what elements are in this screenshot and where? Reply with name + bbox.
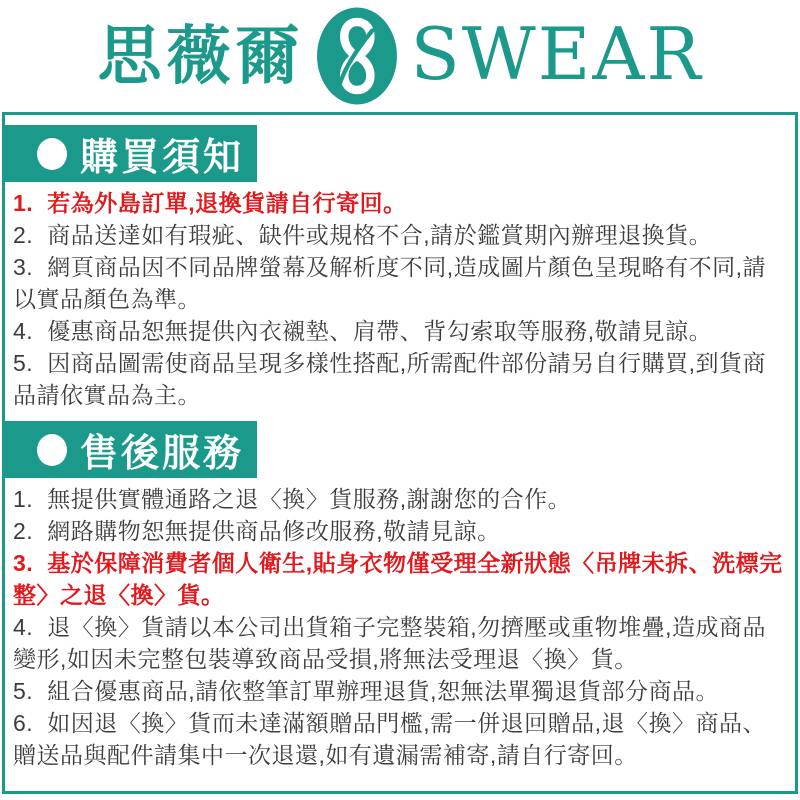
item-text: 無提供實體通路之退〈換〉貨服務,謝謝您的合作。 [47, 486, 572, 512]
item-number: 3. [13, 254, 34, 280]
after-sales-list [5, 483, 795, 779]
section-header-purchase-notice [5, 125, 257, 182]
list-item [13, 611, 787, 675]
item-number: 2. [13, 518, 34, 544]
list-item [13, 707, 787, 771]
circle-bullet-icon [37, 434, 67, 466]
item-text: 若為外島訂單,退換貨請自行寄回。 [47, 190, 407, 216]
item-number: 2. [13, 222, 34, 248]
item-number: 6. [13, 710, 34, 736]
section-title: 售後服務 [80, 433, 245, 475]
list-item [13, 219, 787, 251]
brand-name-en: SWEAR [410, 12, 703, 96]
brand-logo [0, 0, 800, 112]
section-header-after-sales [5, 421, 257, 478]
brand-name-zh: 思薇爾 [97, 20, 305, 92]
item-number: 5. [13, 350, 34, 376]
purchase-notice-list [5, 187, 795, 419]
list-item [13, 515, 787, 547]
item-number: 5. [13, 678, 34, 704]
item-number: 4. [13, 614, 34, 640]
item-text: 網路購物恕無提供商品修改服務,敬請見諒。 [47, 518, 501, 544]
item-text: 網頁商品因不同品牌螢幕及解析度不同,造成圖片顏色呈現略有不同,請以實品顏色為準。 [13, 254, 766, 312]
circle-bullet-icon [37, 138, 67, 170]
item-text: 因商品圖需使商品呈現多樣性搭配,所需配件部份請另自行購買,到貨商品請依實品為主。 [13, 350, 766, 408]
list-item [13, 347, 787, 411]
item-text: 基於保障消費者個人衛生,貼身衣物僅受理全新狀態〈吊牌未拆、洗標完整〉之退〈換〉貨。 [13, 550, 783, 608]
list-item [13, 315, 787, 347]
list-item [13, 547, 787, 611]
list-item [13, 251, 787, 315]
list-item [13, 675, 787, 707]
item-text: 如因退〈換〉貨而未達滿額贈品門檻,需一併退回贈品,退〈換〉商品、贈送品與配件請集中一次退還,如有遺漏需補寄,請自行寄回。 [13, 710, 766, 768]
item-number: 1. [13, 190, 34, 216]
s-monogram-icon [314, 5, 400, 107]
item-number: 1. [13, 486, 34, 512]
item-number: 4. [13, 318, 34, 344]
item-text: 優惠商品恕無提供內衣襯墊、肩帶、背勾索取等服務,敬請見諒。 [47, 318, 713, 344]
item-text: 商品送達如有瑕疵、缺件或規格不合,請於鑑賞期內辦理退換貨。 [47, 222, 713, 248]
item-text: 退〈換〉貨請以本公司出貨箱子完整裝箱,勿擠壓或重物堆疊,造成商品變形,如因未完整包裝導致商品受損,將無法受理退〈換〉貨。 [13, 614, 766, 672]
item-number: 3. [13, 550, 34, 576]
section-title: 購買須知 [80, 137, 245, 179]
item-text: 組合優惠商品,請依整筆訂單辦理退貨,恕無法單獨退貨部分商品。 [47, 678, 719, 704]
notice-box [2, 112, 798, 794]
list-item [13, 483, 787, 515]
list-item [13, 187, 787, 219]
